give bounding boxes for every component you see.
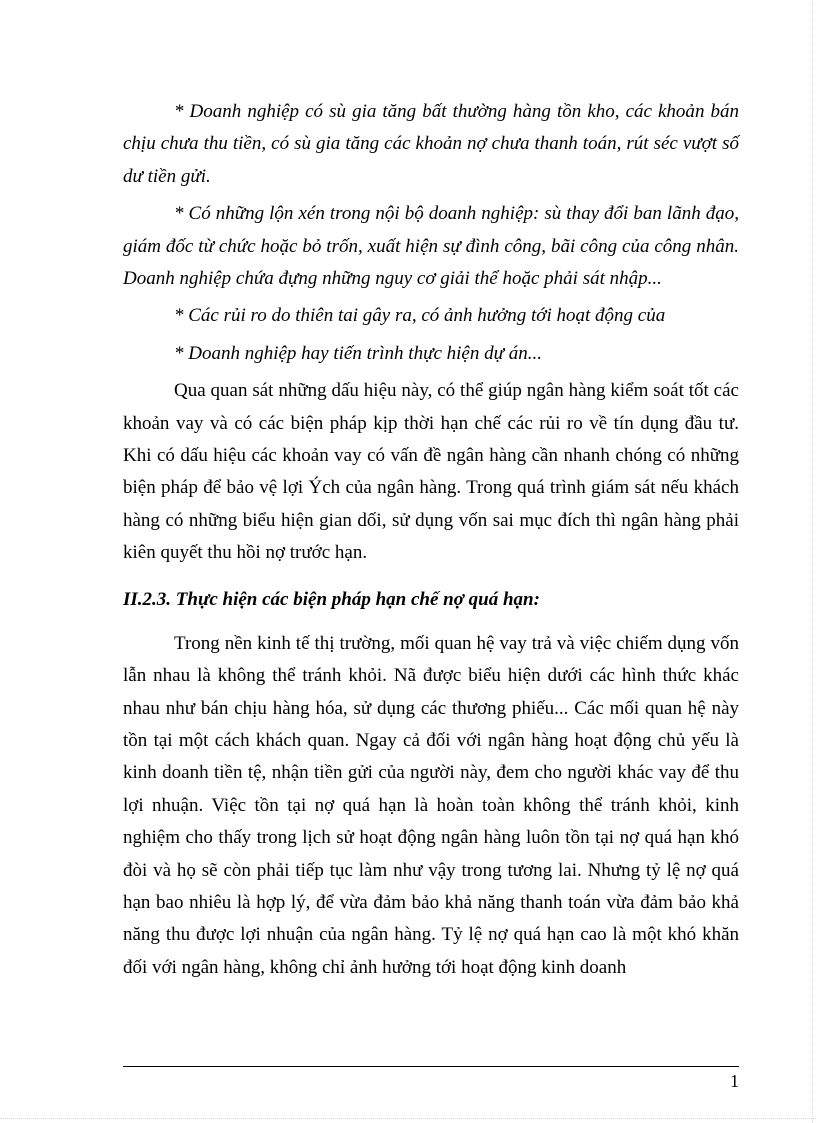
- section-heading: II.2.3. Thực hiện các biện pháp hạn chế nợ quá hạn:: [123, 588, 540, 610]
- document-body: [123, 96, 739, 984]
- paragraph-overdue-debt: Trong nền kinh tế thị trường, mối quan hệ vay trả và việc chiếm dụng vốn lẫn nhau là không thể tránh khỏi. Nã được biểu hiện dưới các hình thức khác nhau như bán chịu hàng hóa, sử dụng các thương phiếu... Các mối quan hệ này tồn tại một cách khách quan. Ngay cả đối với ngân hàng hoạt động chủ yếu là kinh doanh tiền tệ, nhận tiền gửi của người này, đem cho người khác vay để thu lợi nhuận. Việc tồn tại nợ quá hạn là hoàn toàn không thể tránh khỏi, kinh nghiệm cho thấy trong lịch sử hoạt động ngân hàng luôn tồn tại nợ quá hạn khó đòi và họ sẽ còn phải tiếp tục làm như vậy trong tương lai. Nhưng tỷ lệ nợ quá hạn bao nhiêu là hợp lý, để vừa đảm bảo khả năng thanh toán vừa đảm bảo khả năng thu được lợi nhuận của ngân hàng. Tỷ lệ nợ quá hạn cao là một khó khăn đối với ngân hàng, không chỉ ảnh hưởng tới hoạt động kinh doanh: [123, 632, 739, 978]
- paragraph-project-progress: * Doanh nghiệp hay tiến trình thực hiện dự án...: [174, 342, 542, 364]
- paragraph-inventory-warning: * Doanh nghiệp có sù gia tăng bất thường hàng tồn kho, các khoản bán chịu chưa thu tiền, có sù gia tăng các khoản nợ chưa thanh toán, rút séc vượt số dư tiền gửi.: [123, 101, 739, 187]
- paragraph-monitoring-summary: Qua quan sát những dấu hiệu này, có thể giúp ngân hàng kiểm soát tốt các khoản vay và có các biện pháp kịp thời hạn chế các rủi ro về tín dụng đầu tư. Khi có dấu hiệu các khoản vay có vấn đề ngân hàng cần nhanh chóng có những biện pháp để bảo vệ lợi Ých của ngân hàng. Trong quá trình giám sát nếu khách hàng có những biểu hiện gian dối, sử dụng vốn sai mục đích thì ngân hàng phải kiên quyết thu hồi nợ trước hạn.: [123, 380, 739, 564]
- footer-divider: [123, 1066, 739, 1067]
- page-edge-right: [812, 0, 813, 1123]
- paragraph-internal-turmoil: * Có những lộn xén trong nội bộ doanh nghiệp: sù thay đổi ban lãnh đạo, giám đốc từ chức hoặc bỏ trốn, xuất hiện sự đình công, bãi công của công nhân. Doanh nghiệp chứa đựng những nguy cơ giải thể hoặc phải sát nhập...: [123, 203, 739, 290]
- page-number: 1: [730, 1071, 739, 1091]
- page-edge-bottom: [0, 1118, 816, 1119]
- paragraph-natural-disaster-risk: * Các rủi ro do thiên tai gây ra, có ảnh hưởng tới hoạt động của: [174, 305, 666, 327]
